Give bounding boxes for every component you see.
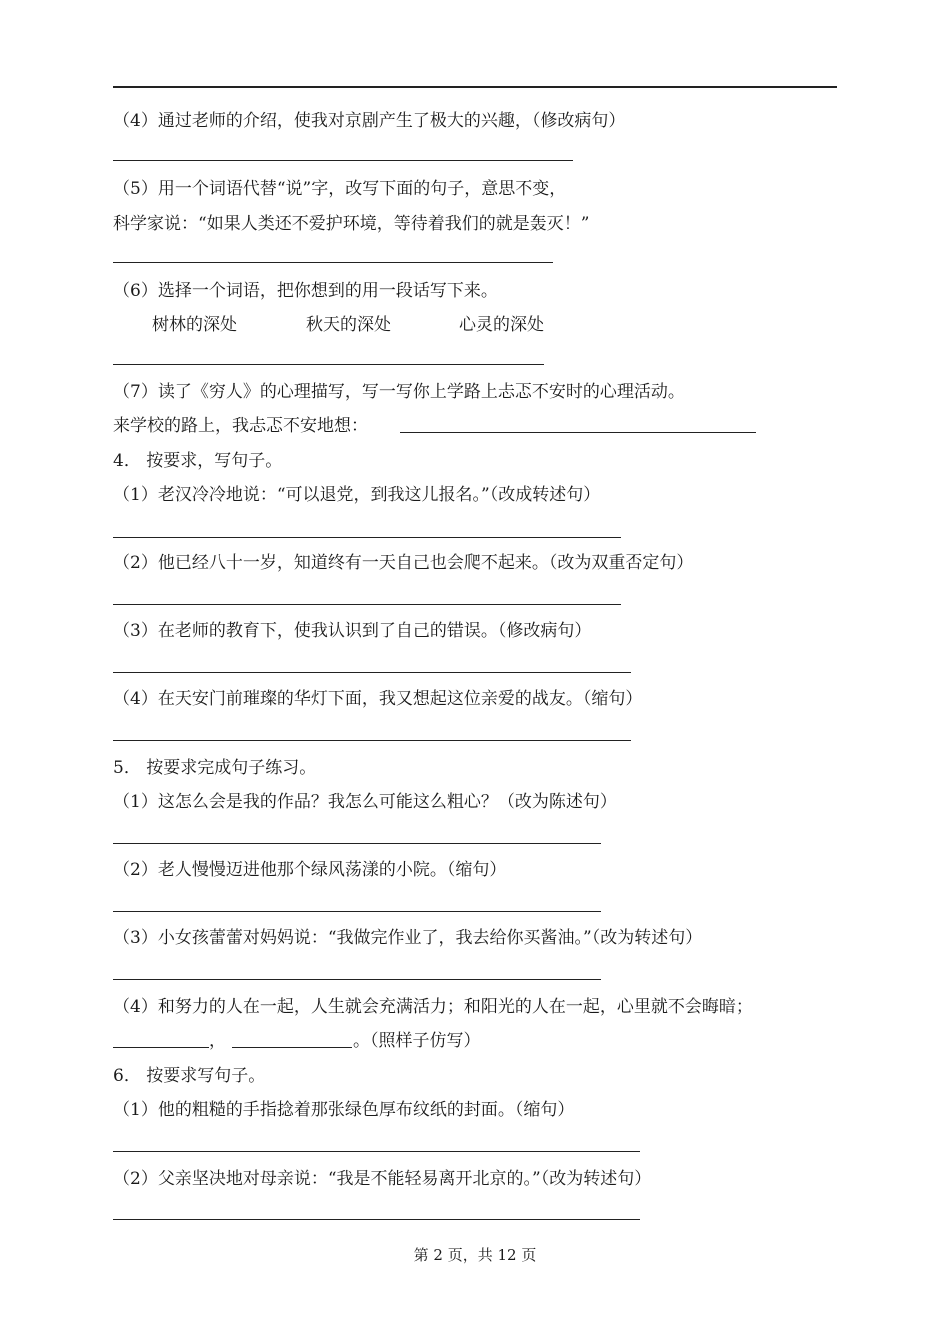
imitation-blank-1[interactable] xyxy=(113,1047,209,1048)
imitation-comma: ， xyxy=(209,1031,226,1051)
section-6-title: 6． 按要求写句子。 xyxy=(113,1066,266,1086)
question-3-6: （6）选择一个词语，把你想到的用一段话写下来。 xyxy=(113,281,498,301)
imitation-blank-2[interactable] xyxy=(232,1047,352,1048)
question-5-1: （1）这怎么会是我的作品？我怎么可能这么粗心？（改为陈述句） xyxy=(113,792,617,812)
question-3-7-stem: 来学校的路上，我忐忑不安地想： xyxy=(113,416,368,436)
answer-line[interactable] xyxy=(113,1219,640,1220)
answer-line[interactable] xyxy=(113,160,573,161)
question-3-7: （7）读了《穷人》的心理描写，写一写你上学路上忐忑不安时的心理活动。 xyxy=(113,382,685,402)
answer-line[interactable] xyxy=(113,262,553,263)
answer-line[interactable] xyxy=(113,604,621,605)
question-5-4: （4）和努力的人在一起，人生就会充满活力；和阳光的人在一起，心里就不会晦暗； xyxy=(113,997,753,1017)
question-4-2: （2）他已经八十一岁，知道终有一天自己也会爬不起来。（改为双重否定句） xyxy=(113,553,694,573)
answer-line[interactable] xyxy=(113,979,601,980)
option-forest-depths: 树林的深处 xyxy=(152,315,237,335)
question-5-3: （3）小女孩蕾蕾对妈妈说：“我做完作业了，我去给你买酱油。”（改为转述句） xyxy=(113,928,703,948)
question-4-1: （1）老汉冷冷地说：“可以退党，到我这儿报名。”（改成转述句） xyxy=(113,485,601,505)
question-6-1: （1）他的粗糙的手指捻着那张绿色厚布纹纸的封面。（缩句） xyxy=(113,1100,575,1120)
answer-line[interactable] xyxy=(113,911,601,912)
section-4-title: 4． 按要求，写句子。 xyxy=(113,451,283,471)
question-3-5-prompt: （5）用一个词语代替“说”字，改写下面的句子，意思不变， xyxy=(113,179,567,199)
option-autumn-depths: 秋天的深处 xyxy=(306,315,391,335)
top-answer-line xyxy=(113,86,837,88)
section-5-title: 5． 按要求完成句子练习。 xyxy=(113,758,317,778)
question-3-4: （4）通过老师的介绍，使我对京剧产生了极大的兴趣，（修改病句） xyxy=(113,111,626,131)
answer-line[interactable] xyxy=(113,537,621,538)
answer-line[interactable] xyxy=(113,672,631,673)
answer-line[interactable] xyxy=(113,740,631,741)
answer-line[interactable] xyxy=(113,843,601,844)
question-3-5-sentence: 科学家说：“如果人类还不爱护环境，等待着我们的就是轰灭！” xyxy=(113,214,590,234)
page-number: 第 2 页，共 12 页 xyxy=(413,1246,537,1264)
question-5-2: （2）老人慢慢迈进他那个绿风荡漾的小院。（缩句） xyxy=(113,860,507,880)
answer-line[interactable] xyxy=(113,1151,640,1152)
answer-line-inline[interactable] xyxy=(400,432,756,433)
option-heart-depths: 心灵的深处 xyxy=(459,315,544,335)
question-4-4: （4）在天安门前璀璨的华灯下面，我又想起这位亲爱的战友。（缩句） xyxy=(113,689,643,709)
question-4-3: （3）在老师的教育下，使我认识到了自己的错误。（修改病句） xyxy=(113,621,592,641)
imitation-instruction: 。（照样子仿写） xyxy=(353,1031,481,1051)
answer-line[interactable] xyxy=(113,364,544,365)
question-6-2: （2）父亲坚决地对母亲说：“我是不能轻易离开北京的。”（改为转述句） xyxy=(113,1169,652,1189)
